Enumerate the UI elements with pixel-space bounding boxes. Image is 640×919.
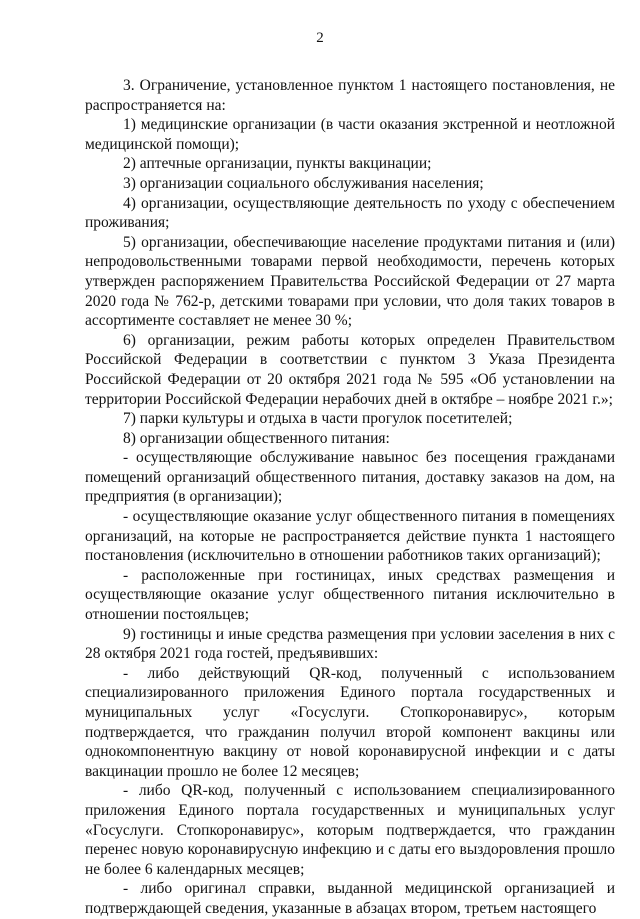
paragraph-item-2: 2) аптечные организации, пункты вакцинации; (123, 155, 432, 173)
paragraph-item-8-hotels: - расположенные при гостиницах, иных средствах размещения и осуществляющие оказание услуг общественного питания исключительно в отношении постояльцев; (85, 566, 615, 624)
paragraph-item-1: 1) медицинские организации (в части оказания экстренной и неотложной медицинской помощи); (85, 116, 615, 153)
paragraph-item-8-takeaway: - осуществляющие обслуживание навынос без посещения гражданами помещений организаций общественного питания, доставку заказов на дом, на предприятия (в организации); (85, 449, 615, 506)
paragraph-item-9-qr-recovery: - либо QR-код, полученный с использованием специализированного приложения Единого портала государственных и муниципальных услуг «Госуслуги. Стопкоронавирус», которым подтверждается, что гражданин перенес новую коронавирусную инфекцию и с даты его выздоровления прошло не более 6 календарных месяцев; (85, 782, 615, 878)
paragraph-clause-3: 3. Ограничение, установленное пунктом 1 настоящего постановления, не распространяется на: (85, 77, 615, 114)
paragraph-item-9: 9) гостиницы и иные средства размещения при условии заселения в них с 28 октября 2021 года гостей, предъявивших: (85, 625, 615, 663)
page-number: 2 (316, 30, 324, 46)
paragraph-item-9-qr-vaccination: - либо действующий QR-код, полученный с использованием специализированного приложения Единого портала государственных и муниципальных услуг «Госуслуги. Стопкоронавирус», которым подтверждается, что гражданин получил второй компонент вакцины или однокомпонентную вакцину от новой коронавирусной инфекции и с даты вакцинации прошло не более 12 месяцев; (85, 664, 615, 780)
paragraph-item-6: 6) организации, режим работы которых определен Правительством Российской Федерации в соответствии с пунктом 3 Указа Президента Российской Федерации от 20 октября 2021 года № 595 «Об установлении на территории Российской Федерации нерабочих дней в октябре – ноябре 2021 г.»; (85, 331, 615, 408)
document-body (85, 76, 615, 919)
paragraph-item-5: 5) организации, обеспечивающие население продуктами питания и (или) непродовольственными товарами первой необходимости, перечень которых утвержден распоряжением Правительства Российской Федерации от 27 марта 2020 года № 762-р, детскими товарами при условии, что доля таких товаров в ассортименте составляет не менее 30 %; (85, 233, 615, 330)
paragraph-item-3: 3) организации социального обслуживания населения; (123, 174, 484, 192)
paragraph-item-9-certificate: - либо оригинал справки, выданной медицинской организацией и подтверждающей сведения, указанные в абзацах втором, третьем настоящего (85, 880, 615, 917)
paragraph-item-8-premises: - осуществляющие оказание услуг общественного питания в помещениях организаций, на которые не распространяется действие пункта 1 настоящего постановления (исключительно в отношении работников таких организаций); (85, 508, 615, 565)
paragraph-item-8: 8) организации общественного питания: (123, 429, 390, 447)
paragraph-item-4: 4) организации, осуществляющие деятельность по уходу с обеспечением проживания; (85, 194, 615, 232)
paragraph-item-7: 7) парки культуры и отдыха в части прогулок посетителей; (123, 410, 513, 428)
